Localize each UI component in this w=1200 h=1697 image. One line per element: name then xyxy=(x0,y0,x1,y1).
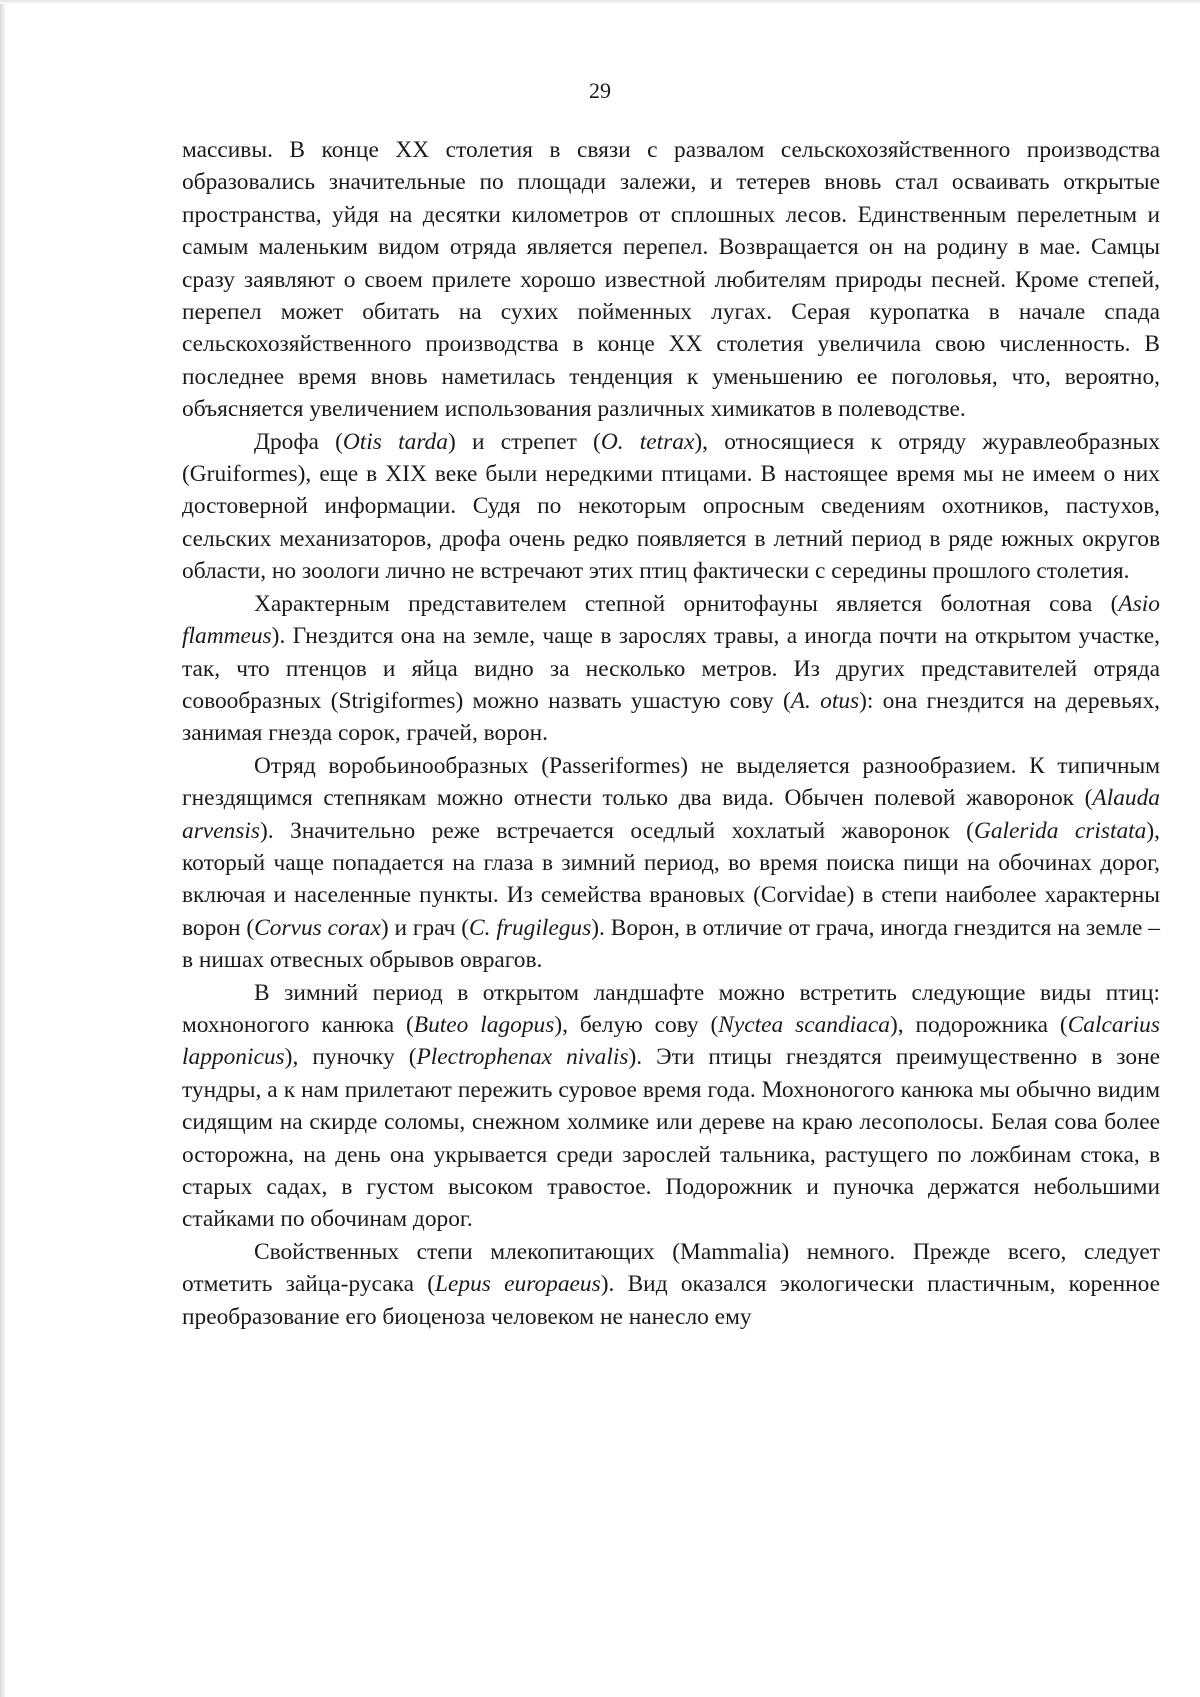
text-run: Свойственных степи млекопитающих (Mammalia) немного. Прежде всего, следует отметить зайца-русака ( xyxy=(182,1238,1160,1298)
latin-name: Corvus corax xyxy=(254,914,381,941)
scan-shadow-top xyxy=(0,0,1200,4)
latin-name: Asio flammeus xyxy=(182,590,1160,650)
latin-name: Buteo lagopus xyxy=(413,1011,555,1038)
paragraph xyxy=(182,750,1160,977)
latin-name: Otis tarda xyxy=(342,428,448,455)
latin-name: C. frugilegus xyxy=(469,914,592,941)
page-body xyxy=(182,134,1160,1333)
text-run: ), который чаще попадается на глаза в зимний период, во время поиска пищи на обочинах дорог, включая и населенные пункты. Из семейства врановых (Corvidae) в степи наиболее характерны ворон ( xyxy=(182,817,1160,941)
text-run: ). Вид оказался экологически пластичным, коренное преобразование его биоценоза человеком не нанесло ему xyxy=(182,1271,1160,1330)
latin-name: Plectrophenax nivalis xyxy=(416,1044,629,1071)
latin-name: Nyctea scandiaca xyxy=(718,1011,890,1038)
text-run: ). Эти птицы гнездятся преимущественно в зоне тундры, а к нам прилетают пережить суровое время года. Мохноногого канюка мы обычно видим сидящим на скирде соломы, снежном холмике или дереве на краю лесополосы. Белая сова более осторожна, на день она укрывается среди зарослей тальника, растущего по ложбинам стока, в старых садах, в густом высоком травостое. Подорожник и пуночка держатся небольшими стайками по обочинам дорог. xyxy=(182,1044,1161,1233)
latin-name: A. otus xyxy=(790,687,860,714)
page-number: 29 xyxy=(589,78,611,103)
text-run: ), пуночку ( xyxy=(284,1044,417,1071)
text-run: В зимний период в открытом ландшафте можно встретить следующие виды птиц: мохноногого канюка ( xyxy=(182,979,1160,1038)
paragraph xyxy=(182,426,1160,588)
paragraph xyxy=(182,1236,1160,1333)
text-run: Характерным представителем степной орнитофауны является болотная сова ( xyxy=(254,590,1119,617)
text-run: ). Значительно реже встречается оседлый хохлатый жаворонок ( xyxy=(259,817,974,844)
paragraph xyxy=(182,977,1160,1236)
latin-name: Calcarius lapponicus xyxy=(182,1011,1160,1071)
text-run: ), подорожника ( xyxy=(889,1011,1068,1038)
latin-name: Galerida cristata xyxy=(973,817,1147,844)
text-run: ), белую сову ( xyxy=(554,1011,719,1038)
latin-name: Alauda arvensis xyxy=(182,785,1160,844)
text-run: Отряд воробьинообразных (Passeriformes) не выделяется разнообразием. К типичным гнездящимся степнякам можно отнести только два вида. Обычен полевой жаворонок ( xyxy=(182,752,1160,812)
latin-name: Lepus europaeus xyxy=(435,1271,601,1298)
text-run: Дрофа ( xyxy=(254,428,343,455)
text-run: ). Ворон, в отличие от грача, иногда гнездится на земле – в нишах отвесных обрывов оврагов. xyxy=(182,914,1161,974)
scan-shadow-left xyxy=(0,0,6,1697)
latin-name: O. tetrax xyxy=(600,428,695,455)
text-run: ) и стрепет ( xyxy=(447,428,601,455)
text-run: ) и грач ( xyxy=(380,914,470,941)
text-run: ): она гнездится на деревьях, занимая гнезда сорок, грачей, ворон. xyxy=(182,687,1160,747)
paragraph xyxy=(182,588,1160,750)
text-run: ), относящиеся к отряду журавлеобразных (Gruiformes), еще в XIX веке были нередкими птицами. В настоящее время мы не имеем о них достоверной информации. Судя по некоторым опросным сведениям охотников, пастухов, сельских механизаторов, дрофа очень редко появляется в летний период в ряде южных округов области, но зоологи лично не встречают этих птиц фактически с середины прошлого столетия. xyxy=(182,428,1160,585)
text-run: ). Гнездится она на земле, чаще в зарослях травы, а иногда почти на открытом участке, так, что птенцов и яйца видно за несколько метров. Из других представителей отряда совообразных (Strigiformes) можно назвать ушастую сову ( xyxy=(182,623,1160,714)
text-run: массивы. В конце XX столетия в связи с развалом сельскохозяйственного производства образовались значительные по площади залежи, и тетерев вновь стал осваивать открытые пространства, уйдя на десятки километров от сплошных лесов. Единственным перелетным и самым маленьким видом отряда является перепел. Возвращается он на родину в мае. Самцы сразу заявляют о своем прилете хорошо известной любителям природы песней. Кроме степей, перепел может обитать на сухих пойменных лугах. Серая куропатка в начале спада сельскохозяйственного производства в конце XX столетия увеличила свою численность. В последнее время вновь наметилась тенденция к уменьшению ее поголовья, что, вероятно, объясняется увеличением использования различных химикатов в полеводстве. xyxy=(182,137,1160,423)
paragraph xyxy=(182,134,1160,426)
